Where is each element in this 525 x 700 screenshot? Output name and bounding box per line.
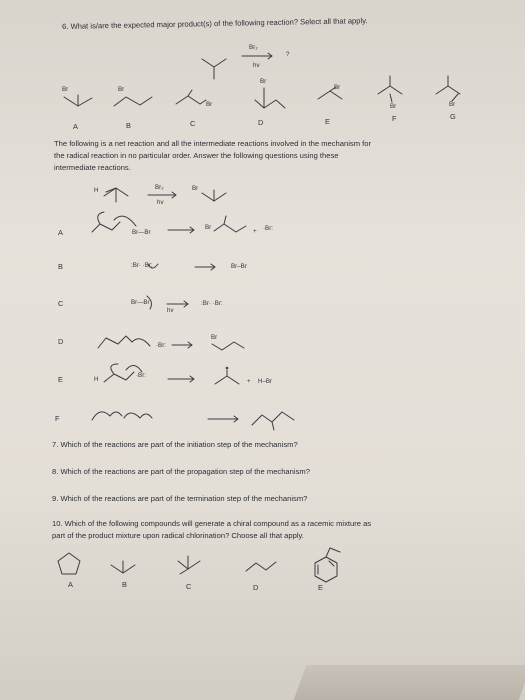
step-d-product-structure (212, 342, 244, 350)
net-h: H (94, 187, 99, 194)
step-f-reactant-structure (92, 412, 152, 420)
step-c-right: :Br· ·Br: (201, 300, 223, 307)
q6-choice-c[interactable]: C (190, 119, 196, 128)
step-d-left: ·Br: (156, 342, 166, 349)
q6-choice-f-br: Br (390, 103, 397, 110)
q6-choice-g-structure (436, 86, 460, 94)
q6-choice-c-structure (176, 96, 206, 104)
q6-choice-f[interactable]: F (392, 114, 397, 123)
q6-choice-f-structure (378, 86, 402, 94)
step-e-right: H–Br (258, 378, 273, 385)
q6-choice-a-br: Br (62, 86, 69, 93)
question-10-line-2: part of the product mixture upon radical chlorination? Choose all that apply. (52, 531, 304, 540)
q6-choice-b-structure (114, 97, 152, 106)
q6-choice-d-structure (255, 100, 285, 108)
step-f-product-structure (252, 412, 294, 425)
step-d-product-br: Br (211, 334, 218, 341)
q6-choice-d[interactable]: D (258, 118, 264, 127)
q6-choice-e-br: Br (334, 84, 341, 91)
q10-choice-b[interactable]: B (122, 580, 127, 589)
q6-choice-e[interactable]: E (325, 117, 330, 126)
step-a-radical-structure (92, 222, 120, 232)
step-b-left: :Br· ·Br: (131, 262, 153, 269)
q6-choice-a[interactable]: A (73, 122, 78, 131)
step-e-product-structure (215, 376, 239, 384)
step-a-product-br: Br (205, 224, 212, 231)
step-b-label: B (58, 262, 63, 271)
question-8-text: 8. Which of the reactions are part of the propagation step of the mechanism? (52, 467, 310, 476)
q6-choice-g[interactable]: G (450, 112, 456, 121)
step-e-left: ·Br: (136, 372, 146, 379)
step-f-label: F (55, 414, 60, 423)
q6-choice-g-br: Br (449, 101, 456, 108)
q10-choice-e[interactable]: E (318, 583, 323, 592)
step-a-product-structure (214, 224, 246, 232)
q6-choice-c-br: Br (206, 101, 213, 108)
intro-line-3: intermediate reactions. (54, 163, 131, 172)
net-condition: hv (157, 199, 164, 206)
q10-choice-c[interactable]: C (186, 582, 192, 591)
q6-choice-b[interactable]: B (126, 121, 131, 130)
q6-choice-b-br: Br (118, 86, 125, 93)
q6-unknown-product: ? (286, 51, 290, 58)
q10-choice-a[interactable]: A (68, 580, 73, 589)
q10-choice-c-structure (178, 561, 200, 569)
step-d-label: D (58, 337, 64, 346)
step-e-reactant-structure (104, 372, 134, 382)
step-c-left: Br—Br (131, 299, 150, 306)
intro-line-2: the radical reaction in no particular order. Answer the following questions using these (54, 151, 339, 160)
q10-choice-a-cyclopentane (58, 553, 80, 574)
net-product-br: Br (192, 185, 199, 192)
step-c-label: C (58, 299, 64, 308)
step-a-plus: + (253, 228, 257, 235)
question-7-text: 7. Which of the reactions are part of the initiation step of the mechanism? (52, 440, 298, 449)
q6-choice-e-structure (318, 91, 342, 99)
q10-choice-d-structure (246, 562, 276, 571)
q6-reactant-structure (202, 59, 226, 67)
question-9-text: 9. Which of the reactions are part of the termination step of the mechanism? (52, 494, 308, 503)
net-reagent: Br₂ (155, 184, 164, 191)
step-a-left: Br—Br (132, 229, 151, 236)
step-c-electron-arrow (147, 296, 151, 309)
step-a-radical: ·Br: (263, 225, 273, 232)
step-e-label: E (58, 375, 63, 384)
q6-choice-d-br: Br (260, 78, 267, 85)
step-b-right: Br–Br (231, 263, 247, 270)
step-e-h: H (94, 376, 99, 383)
question-10-line-1: 10. Which of the following compounds will generate a chiral compound as a racemic mixture as (52, 519, 372, 528)
question-6-text: 6. What is/are the expected major product(s) of the following reaction? Select all that apply. (62, 16, 368, 31)
q6-condition: hv (253, 62, 260, 69)
step-d-radical-structure (98, 336, 132, 348)
step-b-electron-arrow (148, 264, 158, 268)
q6-reagent: Br₂ (249, 44, 258, 51)
step-a-label: A (58, 228, 63, 237)
step-c-condition: hv (167, 307, 174, 314)
intro-line-1: The following is a net reaction and all the intermediate reactions involved in the mechanism for (54, 139, 371, 148)
step-e-plus: + (247, 378, 251, 385)
q10-choice-d[interactable]: D (253, 583, 259, 592)
